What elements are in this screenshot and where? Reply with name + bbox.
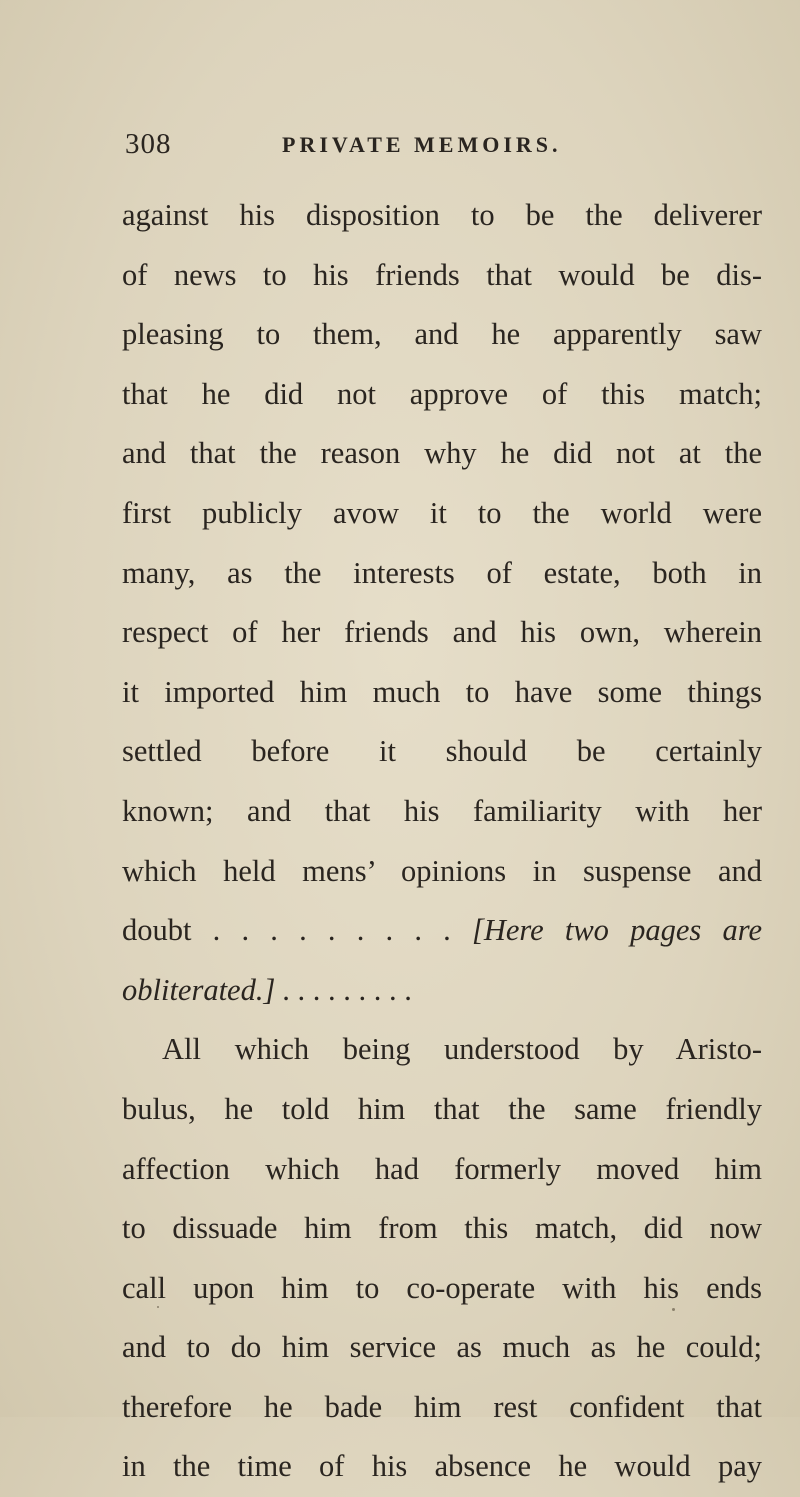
text-line: that he did not approve of this match; [122, 376, 762, 411]
paper-speck [157, 1306, 159, 1308]
doubt-line [122, 901, 762, 961]
obliterated-note: obliterated.] . . . . . . . . . [122, 972, 413, 1007]
text-line: and that the reason why he did not at the [122, 436, 762, 471]
paper-speck [672, 1308, 675, 1311]
text-line: therefore he bade him rest confident that [122, 1389, 762, 1424]
editorial-note: [Here two pages are [471, 913, 762, 948]
text-line: pleasing to them, and he apparently saw [122, 317, 762, 352]
text-line: which held mens’ opinions in suspense and [122, 853, 762, 888]
text-line: bulus, he told him that the same friendly [122, 1091, 762, 1126]
running-title: PRIVATE MEMOIRS. [282, 132, 562, 157]
text-line: call upon him to co-operate with his ends [122, 1270, 762, 1305]
text-line: of news to his friends that would be dis- [122, 257, 762, 292]
text-line: known; and that his familiarity with her [122, 793, 762, 828]
body-text [122, 186, 762, 1497]
text-line: first publicly avow it to the world were [122, 495, 762, 530]
text-line: to dissuade him from this match, did now [122, 1211, 762, 1246]
text-line: affection which had formerly moved him [122, 1151, 762, 1186]
page-number: 308 [125, 128, 172, 160]
doubt-text: doubt . . . . . . . . . [122, 913, 451, 948]
text-line: many, as the interests of estate, both in [122, 555, 762, 590]
text-line: respect of her friends and his own, wherein [122, 615, 762, 650]
text-line: in the time of his absence he would pay [122, 1449, 762, 1484]
text-line: settled before it should be certainly [122, 734, 762, 769]
running-head [0, 128, 800, 172]
text-line: and to do him service as much as he could; [122, 1330, 762, 1365]
text-line: All which being understood by Aristo- [162, 1032, 762, 1067]
text-line: it imported him much to have some things [122, 674, 762, 709]
text-line: against his disposition to be the deliverer [122, 198, 762, 232]
